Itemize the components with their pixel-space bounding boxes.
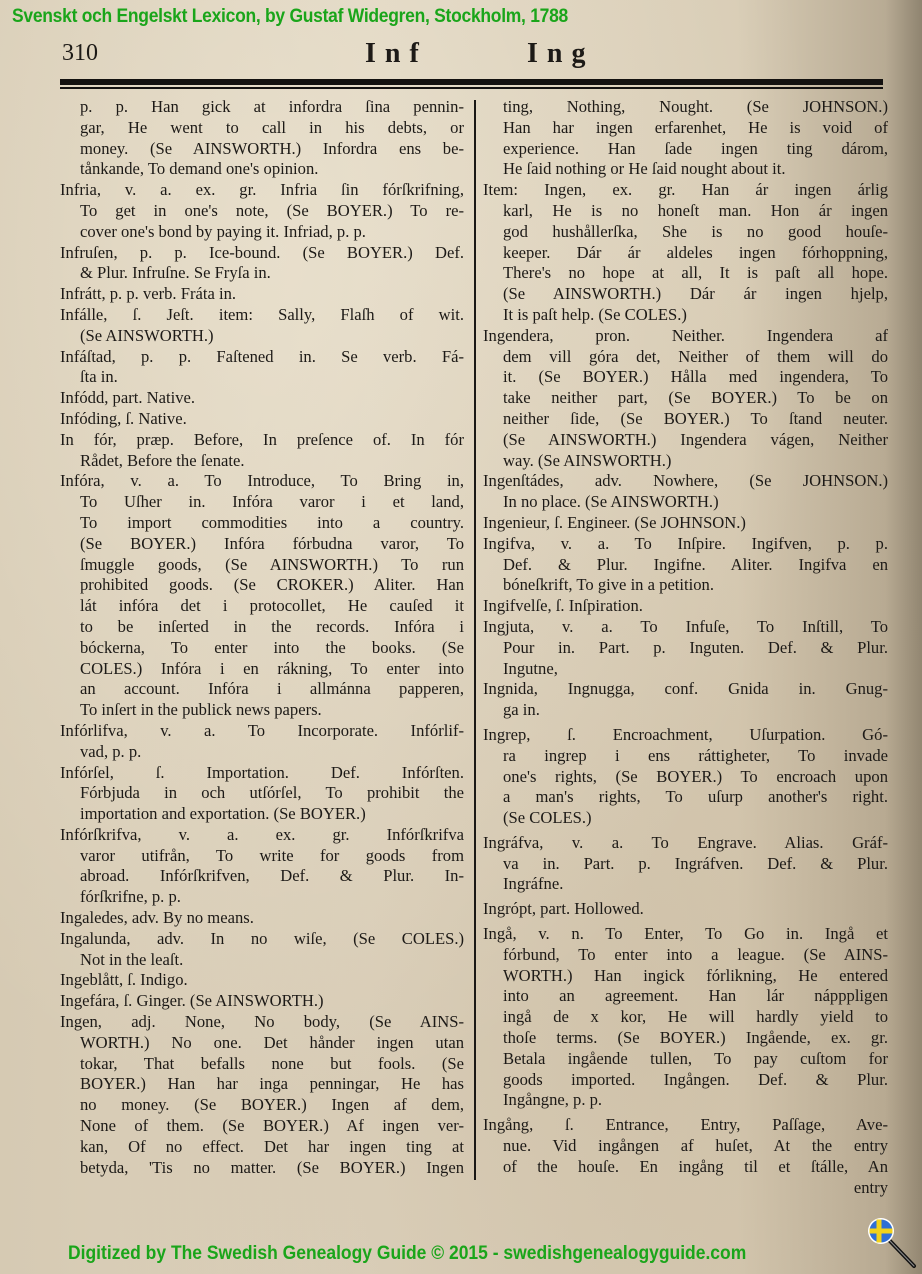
dictionary-line: It is paſt help. (Se COLES.) <box>503 304 687 324</box>
dictionary-line: Ingaledes, adv. By no means. <box>60 908 254 928</box>
dictionary-line: nue. Vid ingången af huſet, At the entry <box>503 1136 888 1156</box>
dictionary-line: Ingeblått, ſ. Indigo. <box>60 970 188 990</box>
dictionary-line: To inſert in the publick news papers. <box>80 700 322 720</box>
dictionary-line: neither ſide, (Se BOYER.) To ſtand neuter. <box>503 408 888 428</box>
dictionary-line: Betala ingående tullen, To pay cuſtom for <box>503 1048 888 1068</box>
dictionary-line: a man's rights, To uſurp another's right. <box>503 787 888 807</box>
dictionary-line: Def. & Plur. Ingifne. Aliter. Ingifva en <box>503 554 888 574</box>
dictionary-line: Pour in. Part. p. Inguten. Def. & Plur. <box>503 637 888 657</box>
left-column <box>60 97 464 1178</box>
dictionary-line: Ingalunda, adv. In no wiſe, (Se COLES.) <box>60 928 464 948</box>
dictionary-line: it. (Se BOYER.) Hålla med ingendera, To <box>503 367 888 387</box>
dictionary-line: ſta in. <box>80 367 118 387</box>
dictionary-line: (Se AINSWORTH.) Ingendera vágen, Neither <box>503 429 888 449</box>
dictionary-line: importation and exportation. (Se BOYER.) <box>80 804 366 824</box>
dictionary-line: Ingenſtádes, adv. Nowhere, (Se JOHNSON.) <box>483 471 888 491</box>
dictionary-line: Infrátt, p. p. verb. Fráta in. <box>60 284 237 304</box>
site-banner-title: Svenskt och Engelskt Lexicon, by Gustaf Widegren, Stockholm, 1788 <box>12 6 568 27</box>
dictionary-line: to be inſerted in the records. Infóra i <box>80 616 464 636</box>
dictionary-line: bóckerna, To enter into the books. (Se <box>80 637 464 657</box>
header-rule-thin <box>60 87 883 89</box>
dictionary-line: Ingráfva, v. a. To Engrave. Alias. Gráf- <box>483 832 888 852</box>
dictionary-line: ingå de x kor, He will hardly yield to <box>503 1007 888 1027</box>
dictionary-line: Ingifvelſe, ſ. Inſpiration. <box>483 596 643 616</box>
dictionary-line: cover one's bond by paying it. Infriad, p. p. <box>80 221 366 241</box>
dictionary-line: (Se AINSWORTH.) Dár ár ingen hjelp, <box>503 284 888 304</box>
right-column <box>483 97 888 1198</box>
dictionary-line: Infódd, part. Native. <box>60 388 196 408</box>
dictionary-line: None of them. (Se BOYER.) Af ingen ver- <box>80 1116 464 1136</box>
dictionary-line: Ingjuta, v. a. To Infuſe, To Inſtill, To <box>483 616 888 636</box>
dictionary-line: ga in. <box>503 700 540 720</box>
dictionary-line: lát infóra det i protocollet, He cauſed it <box>80 596 464 616</box>
dictionary-line: Ingrep, ſ. Encroachment, Uſurpation. Gó- <box>483 724 888 744</box>
dictionary-line: He ſaid nothing or He ſaid nought about it. <box>503 159 786 179</box>
dictionary-line: Rådet, Before the ſenate. <box>80 450 245 470</box>
dictionary-line: WORTH.) Han ingick fórlikning, He entered <box>503 965 888 985</box>
dictionary-line: (Se AINSWORTH.) <box>80 325 214 345</box>
dictionary-line: va in. Part. p. Ingráfven. Def. & Plur. <box>503 853 888 873</box>
dictionary-line: varor utifrån, To write for goods from <box>80 845 464 865</box>
dictionary-line: Ingráfne. <box>503 874 564 894</box>
dictionary-line: Ingenieur, ſ. Engineer. (Se JOHNSON.) <box>483 512 746 532</box>
dictionary-line: kan, Of no effect. Det har ingen ting at <box>80 1136 464 1156</box>
page-number: 310 <box>62 40 98 66</box>
dictionary-line: Infórſel, ſ. Importation. Def. Infórſten. <box>60 762 464 782</box>
dictionary-line: vad, p. p. <box>80 741 142 761</box>
dictionary-line: ra ingrep i ens ráttigheter, To invade <box>503 745 888 765</box>
dictionary-line: goods imported. Ingången. Def. & Plur. <box>503 1069 888 1089</box>
swedish-flag-magnifier-icon[interactable] <box>866 1217 918 1269</box>
running-head <box>0 38 922 78</box>
dictionary-line: Ingendera, pron. Neither. Ingendera af <box>483 325 888 345</box>
dictionary-line: In fór, præp. Before, In preſence of. In fór <box>60 429 464 449</box>
dictionary-line: Ingen, adj. None, No body, (Se AINS- <box>60 1012 464 1032</box>
dictionary-line: betyda, 'Tis no matter. (Se BOYER.) Ingen <box>80 1157 464 1177</box>
dictionary-line: way. (Se AINSWORTH.) <box>503 450 672 470</box>
dictionary-line: Not in the leaſt. <box>80 949 184 969</box>
dictionary-line: abroad. Infórſkrifven, Def. & Plur. In- <box>80 866 464 886</box>
dictionary-line: Ingutne, <box>503 658 558 678</box>
dictionary-line: Infórſkrifva, v. a. ex. gr. Infórſkrifva <box>60 824 464 844</box>
dictionary-line: ſmuggle goods, (Se AINSWORTH.) To run <box>80 554 464 574</box>
dictionary-line: (Se BOYER.) Infóra fórbudna varor, To <box>80 533 464 553</box>
dictionary-line: Ingrópt, part. Hollowed. <box>483 899 644 919</box>
dictionary-line: of the houſe. En ingång til et ſtálle, An <box>503 1156 888 1176</box>
dictionary-line: experience. Han ſade ingen ting dárom, <box>503 138 888 158</box>
dictionary-line: into an agreement. Han lár nápppligen <box>503 986 888 1006</box>
dictionary-line: Infóra, v. a. To Introduce, To Bring in, <box>60 471 464 491</box>
dictionary-line: There's no hope at all, It is paſt all hope. <box>503 263 888 283</box>
dictionary-line: an account. Infóra i allmánna papperen, <box>80 679 464 699</box>
dictionary-line: gar, He went to call in his debts, or <box>80 117 464 137</box>
dictionary-line: To Uſher in. Infóra varor i et land, <box>80 492 464 512</box>
dictionary-line: keeper. Dár ár aldeles ingen fórhoppning, <box>503 242 888 262</box>
dictionary-line: take neither part, (Se BOYER.) To be on <box>503 388 888 408</box>
dictionary-line: p. p. Han gick at infordra ſina pennin- <box>80 97 464 116</box>
dictionary-line: money. (Se AINSWORTH.) Infordra ens be- <box>80 138 464 158</box>
dictionary-line: Infórlifva, v. a. To Incorporate. Infórlif- <box>60 720 464 740</box>
dictionary-line: Infria, v. a. ex. gr. Infria ſin fórſkrifning, <box>60 180 464 200</box>
dictionary-line: & Plur. Infruſne. Se Fryſa in. <box>80 263 271 283</box>
dictionary-line: god hushållerſka, She is no good houſe- <box>503 221 888 241</box>
dictionary-line: Infálle, ſ. Jeſt. item: Sally, Flaſh of wit. <box>60 304 464 324</box>
dictionary-line: karl, He is no honeſt man. Hon ár ingen <box>503 200 888 220</box>
dictionary-line: thoſe terms. (Se BOYER.) Ingående, ex. gr. <box>503 1028 888 1048</box>
dictionary-line: (Se COLES.) <box>503 808 592 828</box>
dictionary-line: Ingifva, v. a. To Inſpire. Ingifven, p. p. <box>483 533 888 553</box>
dictionary-line: Fórbjuda in och utſórſel, To prohibit the <box>80 783 464 803</box>
dictionary-line: ting, Nothing, Nought. (Se JOHNSON.) <box>503 97 888 116</box>
dictionary-line: In no place. (Se AINSWORTH.) <box>503 492 719 512</box>
dictionary-line: tokar, That befalls none but fools. (Se <box>80 1053 464 1073</box>
dictionary-line: Ingefára, ſ. Ginger. (Se AINSWORTH.) <box>60 991 324 1011</box>
dictionary-line: fórſkrifne, p. p. <box>80 887 181 907</box>
dictionary-line: entry <box>853 1177 888 1197</box>
dictionary-line: BOYER.) Han har inga penningar, He has <box>80 1074 464 1094</box>
dictionary-line: Ingnida, Ingnugga, conf. Gnida in. Gnug- <box>483 679 888 699</box>
dictionary-line: Han har ingen erfarenhet, He is void of <box>503 117 888 137</box>
dictionary-line: To get in one's note, (Se BOYER.) To re- <box>80 200 464 220</box>
dictionary-line: Item: Ingen, ex. gr. Han ár ingen árlig <box>483 180 888 200</box>
dictionary-line: fórbund, To enter into a league. (Se AINS- <box>503 944 888 964</box>
dictionary-line: Infáſtad, p. p. Faſtened in. Se verb. Fá- <box>60 346 464 366</box>
dictionary-line: tånkande, To demand one's opinion. <box>80 159 319 179</box>
dictionary-line: Infruſen, p. p. Ice-bound. (Se BOYER.) Def. <box>60 242 464 262</box>
dictionary-line: no money. (Se BOYER.) Ingen af dem, <box>80 1095 464 1115</box>
dictionary-line: dem vill góra det, Neither of them will do <box>503 346 888 366</box>
dictionary-line: WORTH.) No one. Det hånder ingen utan <box>80 1032 464 1052</box>
dictionary-line: COLES.) Infóra i en rákning, To enter into <box>80 658 464 678</box>
column-divider <box>474 100 476 1180</box>
dictionary-line: Ingångne, p. p. <box>503 1090 603 1110</box>
dictionary-line: Ingång, ſ. Entrance, Entry, Paſſage, Ave- <box>483 1115 888 1135</box>
dictionary-line: Infóding, ſ. Native. <box>60 408 187 428</box>
dictionary-line: one's rights, (Se BOYER.) To encroach upon <box>503 766 888 786</box>
running-head-right: Ing <box>527 38 595 69</box>
dictionary-line: bóneſkrift, To give in a petition. <box>503 575 714 595</box>
header-rule-thick <box>60 79 883 85</box>
dictionary-line: To import commodities into a country. <box>80 512 464 532</box>
dictionary-line: Ingå, v. n. To Enter, To Go in. Ingå et <box>483 924 888 944</box>
dictionary-line: prohibited goods. (Se CROKER.) Aliter. Han <box>80 575 464 595</box>
running-head-left: Inf <box>365 38 428 69</box>
digitized-by-footer: Digitized by The Swedish Genealogy Guide © 2015 - swedishgenealogyguide.com <box>68 1243 747 1264</box>
